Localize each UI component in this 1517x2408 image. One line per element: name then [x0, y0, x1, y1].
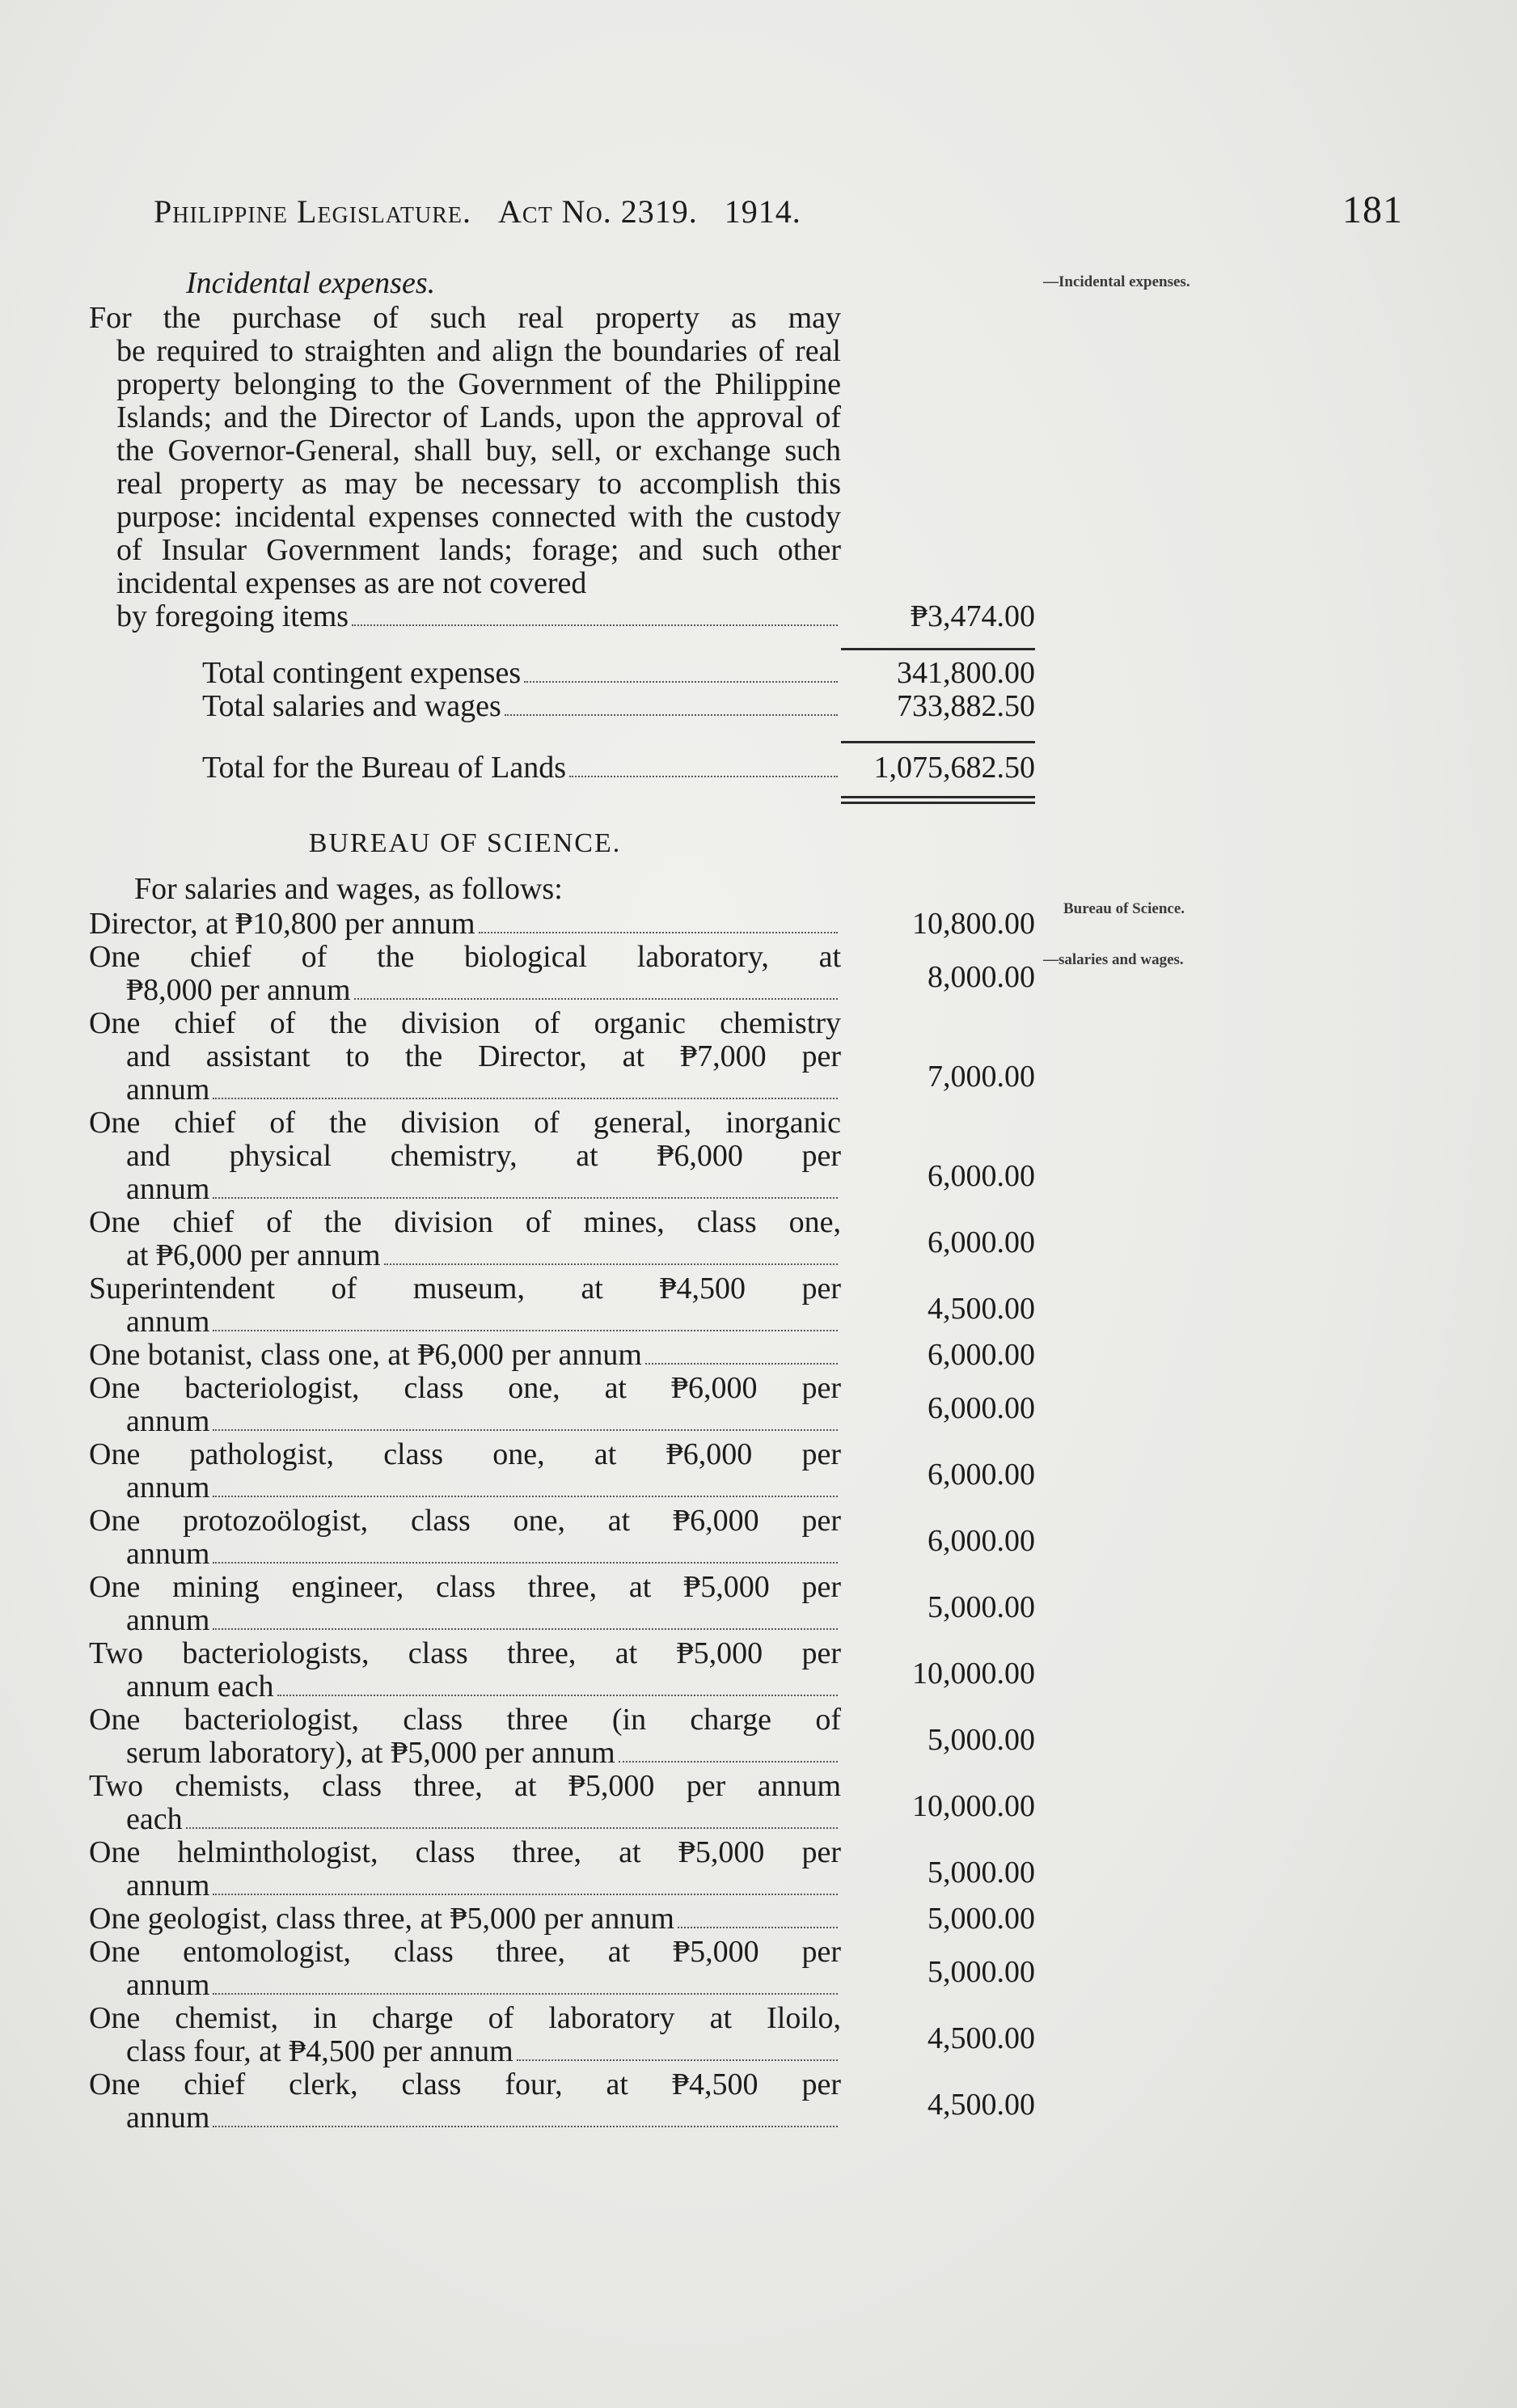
total-row — [89, 690, 1059, 723]
item-last-line: each — [126, 1802, 183, 1836]
dot-leader — [352, 624, 838, 626]
dot-leader — [479, 932, 838, 933]
salary-item — [89, 1836, 1059, 1902]
salary-item — [89, 1339, 1059, 1372]
double-rule — [841, 796, 1035, 804]
salary-item — [89, 1703, 1059, 1770]
total-rule — [841, 648, 1035, 650]
item-amount: 5,000.00 — [928, 1902, 1035, 1936]
item-amount: 5,000.00 — [928, 1590, 1035, 1624]
total-label: Total salaries and wages — [202, 689, 501, 723]
incidental-paragraph — [89, 302, 1059, 633]
salary-item — [89, 1206, 1059, 1272]
item-amount: 10,000.00 — [912, 1657, 1035, 1691]
sidenote-incidental: —Incidental expenses. — [1043, 273, 1190, 290]
dot-leader — [277, 1695, 838, 1696]
grand-total-row — [89, 751, 1059, 785]
total-amount: 341,800.00 — [897, 656, 1035, 690]
item-amount: 6,000.00 — [928, 1159, 1035, 1193]
dot-leader — [213, 1562, 838, 1564]
salary-item — [89, 908, 1059, 941]
total-amount: 733,882.50 — [897, 689, 1035, 723]
item-first-line: Two bacteriologists, class three, at ₱5,000 per — [89, 1636, 841, 1670]
sidenote-salaries: —salaries and wages. — [1043, 951, 1184, 968]
item-last-line: annum — [126, 1404, 210, 1438]
item-amount: 5,000.00 — [928, 1723, 1035, 1757]
dot-leader — [569, 776, 838, 777]
item-amount: 4,500.00 — [928, 2088, 1035, 2122]
item-text: Director, at ₱10,800 per annum — [89, 907, 475, 941]
dot-leader — [213, 2126, 838, 2127]
item-amount: 6,000.00 — [928, 1524, 1035, 1558]
item-middle-line: and physical chemistry, at ₱6,000 per — [126, 1139, 841, 1173]
item-text: One botanist, class one, at ₱6,000 per annum — [89, 1338, 642, 1372]
dot-leader — [213, 1330, 838, 1331]
item-first-line: One chief clerk, class four, at ₱4,500 per — [89, 2067, 841, 2101]
incidental-heading: Incidental expenses. — [186, 266, 436, 300]
grand-total-label: Total for the Bureau of Lands — [202, 751, 567, 785]
grand-total-amount: 1,075,682.50 — [873, 751, 1035, 785]
paragraph-first-line: For the purchase of such real property as may — [89, 301, 841, 335]
item-first-line: One mining engineer, class three, at ₱5,000 per — [89, 1570, 841, 1604]
dot-leader — [384, 1263, 838, 1265]
item-amount: 6,000.00 — [928, 1391, 1035, 1425]
item-last-line: annum — [126, 1305, 210, 1339]
item-last-line: annum — [126, 1172, 210, 1206]
dot-leader — [505, 714, 838, 716]
item-amount: 6,000.00 — [928, 1458, 1035, 1492]
salary-item — [89, 1936, 1059, 2002]
dot-leader — [619, 1761, 838, 1763]
dot-leader — [354, 998, 838, 1000]
grand-total-rule — [841, 741, 1035, 743]
dot-leader — [213, 1098, 838, 1099]
main-content — [89, 267, 1059, 2135]
dot-leader — [186, 1827, 838, 1829]
item-last-line: class four, at ₱4,500 per annum — [126, 2034, 513, 2068]
item-amount: 10,000.00 — [912, 1789, 1035, 1823]
item-first-line: One protozoölogist, class one, at ₱6,000 per — [89, 1504, 841, 1538]
item-last-line: ₱8,000 per annum — [126, 973, 351, 1007]
item-last-line: annum — [126, 1471, 210, 1504]
item-last-line: annum — [126, 2101, 210, 2135]
item-amount: 10,800.00 — [912, 907, 1035, 941]
item-amount: 4,500.00 — [928, 1292, 1035, 1326]
page-number: 181 — [1342, 188, 1403, 231]
item-amount: 6,000.00 — [928, 1338, 1035, 1372]
total-label: Total contingent expenses — [202, 656, 522, 690]
salary-item — [89, 1438, 1059, 1504]
paragraph-body: be required to straighten and align the boundaries of real property belonging to the Government of the Philippine Islands; and the Director of Lands, upon the approval of the Governor-General, shall buy, sell, or exchange such real property as may be necessary to accomplish this purpose: incidental expenses connected with the custody of Insular Government lands; forage; and such other incidental expenses as are not covered — [116, 334, 841, 600]
item-first-line: One helminthologist, class three, at ₱5,000 per — [89, 1835, 841, 1869]
salary-item — [89, 1272, 1059, 1339]
item-first-line: One chemist, in charge of laboratory at Iloilo, — [89, 2001, 841, 2035]
item-first-line: One entomologist, class three, at ₱5,000 per — [89, 1935, 841, 1969]
header-year: 1914. — [724, 193, 801, 230]
item-text: One geologist, class three, at ₱5,000 per annum — [89, 1902, 674, 1936]
section-intro: For salaries and wages, as follows: — [134, 872, 563, 906]
item-last-line: annum — [126, 1603, 210, 1637]
item-last-line: annum each — [126, 1670, 274, 1703]
dot-leader — [517, 2059, 838, 2061]
salary-item — [89, 941, 1059, 1007]
salary-item — [89, 1902, 1059, 1936]
dot-leader — [213, 1197, 838, 1199]
dot-leader — [213, 1993, 838, 1995]
salary-item — [89, 1372, 1059, 1438]
salary-item — [89, 2002, 1059, 2068]
total-row — [89, 657, 1059, 690]
item-last-line: serum laboratory), at ₱5,000 per annum — [126, 1736, 615, 1770]
incidental-amount: ₱3,474.00 — [910, 599, 1035, 633]
salary-item — [89, 1504, 1059, 1571]
header-act: Act No. 2319. — [498, 193, 698, 230]
dot-leader — [213, 1628, 838, 1630]
item-first-line: One bacteriologist, class three (in charge of — [89, 1703, 841, 1737]
header-title: Philippine Legislature. — [154, 193, 471, 230]
item-first-line: One chief of the division of organic chemistry — [89, 1006, 841, 1040]
paragraph-last-line: by foregoing items — [116, 599, 349, 633]
salary-item — [89, 1637, 1059, 1703]
salary-item — [89, 2068, 1059, 2135]
section-title: BUREAU OF SCIENCE. — [308, 828, 622, 858]
item-last-line: annum — [126, 1537, 210, 1571]
item-first-line: One bacteriologist, class one, at ₱6,000 per — [89, 1371, 841, 1405]
salary-item — [89, 1571, 1059, 1637]
item-amount: 6,000.00 — [928, 1225, 1035, 1259]
dot-leader — [213, 1894, 838, 1895]
item-first-line: One chief of the division of mines, class one, — [89, 1205, 841, 1239]
item-amount: 4,500.00 — [928, 2021, 1035, 2055]
running-header — [154, 188, 1403, 236]
item-last-line: annum — [126, 1073, 210, 1107]
item-amount: 7,000.00 — [928, 1060, 1035, 1094]
item-last-line: at ₱6,000 per annum — [126, 1238, 381, 1272]
item-last-line: annum — [126, 1868, 210, 1902]
sidenote-bureau-science: Bureau of Science. — [1063, 900, 1185, 917]
salary-item — [89, 1770, 1059, 1836]
dot-leader — [678, 1927, 838, 1928]
salary-item — [89, 1107, 1059, 1206]
item-first-line: One pathologist, class one, at ₱6,000 per — [89, 1437, 841, 1471]
dot-leader — [213, 1496, 838, 1497]
item-first-line: Two chemists, class three, at ₱5,000 per annum — [89, 1769, 841, 1803]
item-middle-line: and assistant to the Director, at ₱7,000 per — [126, 1039, 841, 1073]
item-first-line: One chief of the biological laboratory, at — [89, 940, 841, 974]
dot-leader — [213, 1429, 838, 1431]
item-first-line: Superintendent of museum, at ₱4,500 per — [89, 1272, 841, 1306]
dot-leader — [524, 681, 838, 683]
item-first-line: One chief of the division of general, inorganic — [89, 1106, 841, 1140]
item-amount: 5,000.00 — [928, 1955, 1035, 1989]
salary-items-list — [89, 941, 1059, 2135]
item-amount: 8,000.00 — [928, 960, 1035, 994]
salary-item — [89, 1007, 1059, 1107]
dot-leader — [645, 1363, 838, 1365]
item-amount: 5,000.00 — [928, 1856, 1035, 1890]
item-last-line: annum — [126, 1968, 210, 2002]
